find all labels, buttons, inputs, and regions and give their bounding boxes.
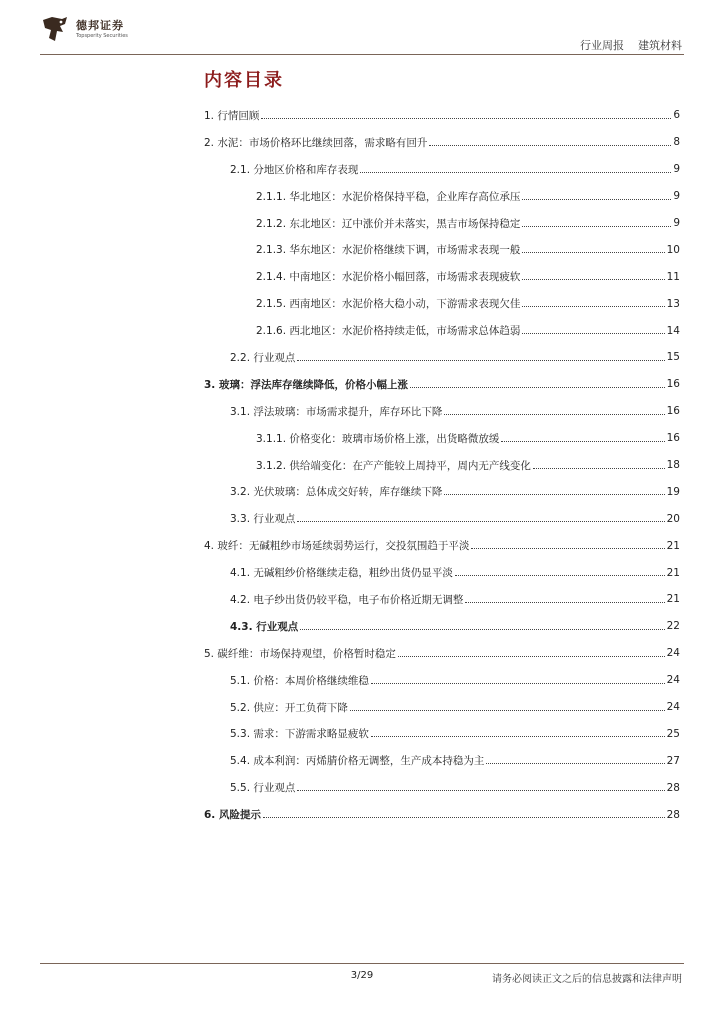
toc-entry-page: 10 xyxy=(666,243,680,256)
toc-entry-label: 1. 行情回顾 xyxy=(204,109,260,122)
footer-divider xyxy=(40,963,684,964)
sector-label: 建筑材料 xyxy=(638,39,682,52)
toc-entry[interactable] xyxy=(204,774,680,801)
toc-entry-page: 14 xyxy=(666,324,680,337)
toc-entry-page: 8 xyxy=(673,136,680,149)
toc-leader-dots xyxy=(444,494,664,495)
toc-entry-page: 9 xyxy=(673,190,680,203)
toc-entry[interactable] xyxy=(204,586,680,613)
toc-leader-dots xyxy=(297,521,664,522)
toc-entry-page: 25 xyxy=(666,727,680,740)
toc-entry[interactable] xyxy=(204,478,680,505)
toc-leader-dots xyxy=(522,333,664,334)
toc-leader-dots xyxy=(261,118,671,119)
toc-entry-label: 5.2. 供应：开工负荷下降 xyxy=(230,701,348,714)
toc-entry-page: 11 xyxy=(666,270,680,283)
toc-entry-label: 3. 玻璃：浮法库存继续降低，价格小幅上涨 xyxy=(204,378,408,391)
toc-entry-page: 16 xyxy=(666,432,680,445)
toc-entry-page: 19 xyxy=(666,485,680,498)
toc-leader-dots xyxy=(371,683,665,684)
dragon-logo-icon xyxy=(40,14,70,44)
toc-entry-page: 6 xyxy=(673,109,680,122)
toc-leader-dots xyxy=(465,602,664,603)
toc-entry[interactable] xyxy=(204,505,680,532)
toc-entry[interactable] xyxy=(204,801,680,828)
toc-entry[interactable] xyxy=(204,263,680,290)
toc-entry-page: 24 xyxy=(666,674,680,687)
toc-entry[interactable] xyxy=(204,452,680,479)
toc-entry-label: 4.1. 无碱粗纱价格继续走稳，粗纱出货仍显平淡 xyxy=(230,567,453,580)
toc-entry[interactable] xyxy=(204,532,680,559)
toc-entry[interactable] xyxy=(204,236,680,263)
toc-entry-page: 28 xyxy=(666,808,680,821)
toc-entry-page: 16 xyxy=(666,405,680,418)
toc-entry-label: 3.2. 光伏玻璃：总体成交好转，库存继续下降 xyxy=(230,486,443,499)
toc-entry-label: 3.1. 浮法玻璃：市场需求提升，库存环比下降 xyxy=(230,405,443,418)
report-type: 行业周报 xyxy=(580,39,624,52)
page-number: 3/29 xyxy=(350,970,374,981)
toc-entry[interactable] xyxy=(204,720,680,747)
toc-entry-label: 5. 碳纤维：市场保持观望，价格暂时稳定 xyxy=(204,647,396,660)
footer-disclaimer: 请务必阅读正文之后的信息披露和法律声明 xyxy=(492,974,682,985)
toc-entry[interactable] xyxy=(204,183,680,210)
toc-entry-page: 16 xyxy=(666,378,680,391)
toc-leader-dots xyxy=(263,817,665,818)
logo-name-cn: 德邦证券 xyxy=(76,18,124,32)
toc-entry[interactable] xyxy=(204,747,680,774)
toc-entry[interactable] xyxy=(204,694,680,721)
toc-entry-page: 27 xyxy=(666,754,680,767)
toc-entry-page: 13 xyxy=(666,297,680,310)
logo-name-en: Topsperity Securities xyxy=(76,32,128,39)
toc-entry[interactable] xyxy=(204,344,680,371)
toc-leader-dots xyxy=(522,226,671,227)
toc-entry-page: 24 xyxy=(666,701,680,714)
toc-entry-page: 22 xyxy=(666,620,680,633)
toc-entry-page: 21 xyxy=(666,593,680,606)
toc-entry-label: 6. 风险提示 xyxy=(204,809,261,822)
toc-entry-page: 24 xyxy=(666,647,680,660)
toc-entry-label: 2.1. 分地区价格和库存表现 xyxy=(230,163,359,176)
toc-entry-page: 15 xyxy=(666,351,680,364)
toc-leader-dots xyxy=(455,575,665,576)
toc-entry-label: 5.5. 行业观点 xyxy=(230,782,296,795)
toc-title: 内容目录 xyxy=(204,70,284,91)
toc-entry[interactable] xyxy=(204,156,680,183)
toc-leader-dots xyxy=(429,145,671,146)
toc-entry[interactable] xyxy=(204,317,680,344)
toc-leader-dots xyxy=(360,172,671,173)
table-of-contents xyxy=(204,102,680,828)
toc-entry[interactable] xyxy=(204,102,680,129)
toc-entry-label: 5.1. 价格：本周价格继续维稳 xyxy=(230,674,369,687)
toc-entry-label: 3.3. 行业观点 xyxy=(230,513,296,526)
toc-leader-dots xyxy=(300,629,664,630)
toc-entry-label: 2.1.4. 中南地区：水泥价格小幅回落，市场需求表现疲软 xyxy=(256,271,521,284)
toc-leader-dots xyxy=(297,360,664,361)
toc-leader-dots xyxy=(471,548,664,549)
toc-entry[interactable] xyxy=(204,613,680,640)
toc-entry[interactable] xyxy=(204,398,680,425)
toc-leader-dots xyxy=(522,279,664,280)
brand-logo xyxy=(40,14,128,44)
toc-entry-label: 2.1.1. 华北地区：水泥价格保持平稳，企业库存高位承压 xyxy=(256,190,521,203)
toc-entry[interactable] xyxy=(204,667,680,694)
toc-leader-dots xyxy=(522,306,664,307)
toc-leader-dots xyxy=(350,710,665,711)
toc-entry-label: 5.3. 需求：下游需求略显疲软 xyxy=(230,728,369,741)
toc-entry-label: 2. 水泥：市场价格环比继续回落，需求略有回升 xyxy=(204,136,428,149)
toc-entry[interactable] xyxy=(204,425,680,452)
toc-entry[interactable] xyxy=(204,129,680,156)
toc-entry-page: 9 xyxy=(673,163,680,176)
toc-leader-dots xyxy=(410,387,665,388)
toc-entry-page: 28 xyxy=(666,781,680,794)
toc-entry-label: 2.1.5. 西南地区：水泥价格大稳小动，下游需求表现欠佳 xyxy=(256,298,521,311)
toc-leader-dots xyxy=(501,441,664,442)
toc-entry-page: 21 xyxy=(666,566,680,579)
toc-leader-dots xyxy=(522,252,664,253)
toc-entry-page: 9 xyxy=(673,217,680,229)
toc-entry-label: 2.1.3. 华东地区：水泥价格继续下调，市场需求表现一般 xyxy=(256,244,521,257)
toc-leader-dots xyxy=(533,468,665,469)
toc-entry-label: 2.1.6. 西北地区：水泥价格持续走低，市场需求总体趋弱 xyxy=(256,325,521,338)
header-divider xyxy=(40,54,684,55)
toc-entry[interactable] xyxy=(204,371,680,398)
toc-entry-label: 5.4. 成本利润：丙烯腈价格无调整，生产成本持稳为主 xyxy=(230,755,485,768)
toc-entry-label: 4.2. 电子纱出货仍较平稳，电子布价格近期无调整 xyxy=(230,593,464,606)
toc-entry[interactable] xyxy=(204,290,680,317)
toc-leader-dots xyxy=(522,199,671,200)
header-tags xyxy=(580,37,682,53)
toc-entry-label: 4. 玻纤：无碱粗纱市场延续弱势运行，交投氛围趋于平淡 xyxy=(204,540,470,553)
toc-entry-label: 2.2. 行业观点 xyxy=(230,351,296,364)
toc-leader-dots xyxy=(297,790,664,791)
toc-entry[interactable] xyxy=(204,559,680,586)
toc-leader-dots xyxy=(398,656,665,657)
toc-entry-page: 20 xyxy=(666,512,680,525)
toc-leader-dots xyxy=(371,736,665,737)
toc-entry-page: 18 xyxy=(666,459,680,472)
toc-entry-label: 3.1.2. 供给端变化：在产产能较上周持平，周内无产线变化 xyxy=(256,459,531,472)
toc-leader-dots xyxy=(486,763,664,764)
toc-entry-page: 21 xyxy=(666,539,680,552)
toc-entry-label: 3.1.1. 价格变化：玻璃市场价格上涨，出货略微放缓 xyxy=(256,432,500,445)
toc-leader-dots xyxy=(444,414,664,415)
toc-entry[interactable] xyxy=(204,210,680,237)
toc-entry-label: 2.1.2. 东北地区：辽中涨价并未落实，黑吉市场保持稳定 xyxy=(256,217,521,230)
toc-entry-label: 4.3. 行业观点 xyxy=(230,620,299,633)
toc-entry[interactable] xyxy=(204,640,680,667)
